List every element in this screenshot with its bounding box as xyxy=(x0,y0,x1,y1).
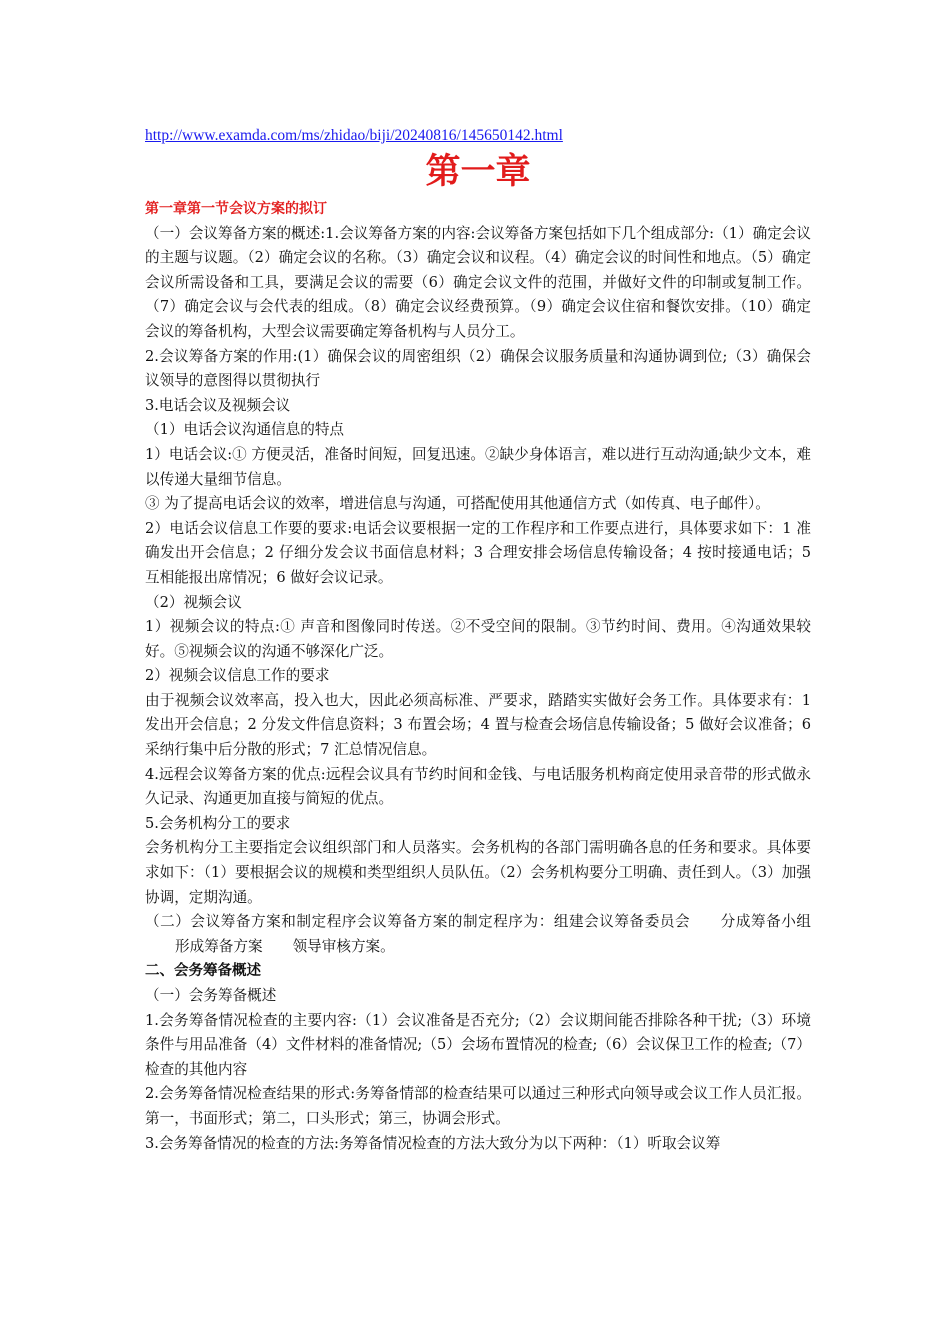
paragraph: （1）电话会议沟通信息的特点 xyxy=(145,421,345,439)
chapter-title: 第一章 xyxy=(425,152,531,192)
paragraph: 由于视频会议效率高，投入也大，因此必须高标准、严要求，踏踏实实做好会务工作。具体要求有：1 发出开会信息；2 分发文件信息资料；3 布置会场；4 置与检查会场信息传输设备；5 做好会议准备；6 采纳行集中后分散的形式；7 汇总情况信息。 xyxy=(145,691,811,759)
procedure-step: 分成筹备小组 xyxy=(720,913,811,931)
paragraph: 2.会议筹备方案的作用:(1）确保会议的周密组织（2）确保会议服务质量和沟通协调到位;（3）确保会议领导的意图得以贯彻执行 xyxy=(145,347,811,390)
paragraph: 1）电话会议:① 方便灵活，准备时间短，回复迅速。②缺少身体语言，难以进行互动沟通;缺少文本，难以传递大量细节信息。 xyxy=(145,445,811,488)
paragraph: 会务机构分工主要指定会议组织部门和人员落实。会务机构的各部门需明确各息的任务和要求。具体要求如下：（1）要根据会议的规模和类型组织人员队伍。（2）会务机构要分工明确、责任到人。（3）加强协调，定期沟通。 xyxy=(145,839,811,906)
paragraph: （一）会务筹备概述 xyxy=(145,987,277,1004)
body-text-a xyxy=(145,222,811,960)
section-heading: 第一章第一节会议方案的拟订 xyxy=(145,201,327,217)
paragraph: 4.远程会议筹备方案的优点:远程会议具有节约时间和金钱、与电话服务机构商定使用录音带的形式做永久记录、沟通更加直接与简短的优点。 xyxy=(145,765,811,808)
paragraph: 1.会务筹备情况检查的主要内容:（1）会议准备是否充分;（2）会议期间能否排除各种干扰;（3）环境条件与用品准备（4）文件材料的准备情况;（5）会场布置情况的检查;（6）会议保卫工作的检查;（7）检查的其他内容 xyxy=(145,1011,811,1078)
procedure-paragraph xyxy=(145,910,811,959)
body-text-b xyxy=(145,984,811,1156)
procedure-step: 形成筹备方案 xyxy=(175,937,263,955)
paragraph: 3.电话会议及视频会议 xyxy=(145,396,291,414)
paragraph: 2）电话会议信息工作要的要求:电话会议要根据一定的工作程序和工作要点进行，具体要求如下：1 准确发出开会信息；2 仔细分发会议书面信息材料；3 合理安排会场信息传输设备；4 按时接通电话；5 互相能报出席情况；6 做好会议记录。 xyxy=(145,519,811,586)
section-subheading: 二、会务筹备概述 xyxy=(145,963,261,980)
paragraph: 2.会务筹备情况检查结果的形式:务筹备情部的检查结果可以通过三种形式向领导或会议工作人员汇报。第一，书面形式；第二，口头形式；第三，协调会形式。 xyxy=(145,1085,811,1127)
source-url-link[interactable]: http://www.examda.com/ms/zhidao/biji/20240816/145650142.html xyxy=(145,127,563,144)
paragraph: 3.会务筹备情况的检查的方法:务筹备情况检查的方法大致分为以下两种：（1）听取会议筹 xyxy=(145,1134,721,1152)
paragraph: （一）会议筹备方案的概述:1.会议筹备方案的内容:会议筹备方案包括如下几个组成部分:（1）确定会议的主题与议题。（2）确定会议的名称。（3）确定会议和议程。（4）确定会议的时间性和地点。（5）确定会议所需设备和工具，要满足会议的需要（6）确定会议文件的范围，并做好文件的印制或复制工作。（7）确定会议与会代表的组成。（8）确定会议经费预算。（9）确定会议住宿和餐饮安排。（10）确定会议的筹备机构，大型会议需要确定筹备机构与人员分工。 xyxy=(145,224,811,340)
procedure-intro: （二）会议筹备方案和制定程序会议筹备方案的制定程序为：组建会议筹备委员会 xyxy=(145,913,691,931)
paragraph: 2）视频会议信息工作的要求 xyxy=(145,667,330,685)
paragraph: 1）视频会议的特点:① 声音和图像同时传送。②不受空间的限制。③节约时间、费用。④沟通效果较好。⑤视频会议的沟通不够深化广泛。 xyxy=(145,618,811,660)
paragraph: 5.会务机构分工的要求 xyxy=(145,814,291,832)
document-page xyxy=(145,125,811,1156)
procedure-step: 领导审核方案。 xyxy=(292,937,395,955)
paragraph: ③ 为了提高电话会议的效率，增进信息与沟通，可搭配使用其他通信方式（如传真、电子邮件）。 xyxy=(145,495,770,513)
paragraph: （2）视频会议 xyxy=(145,593,242,611)
